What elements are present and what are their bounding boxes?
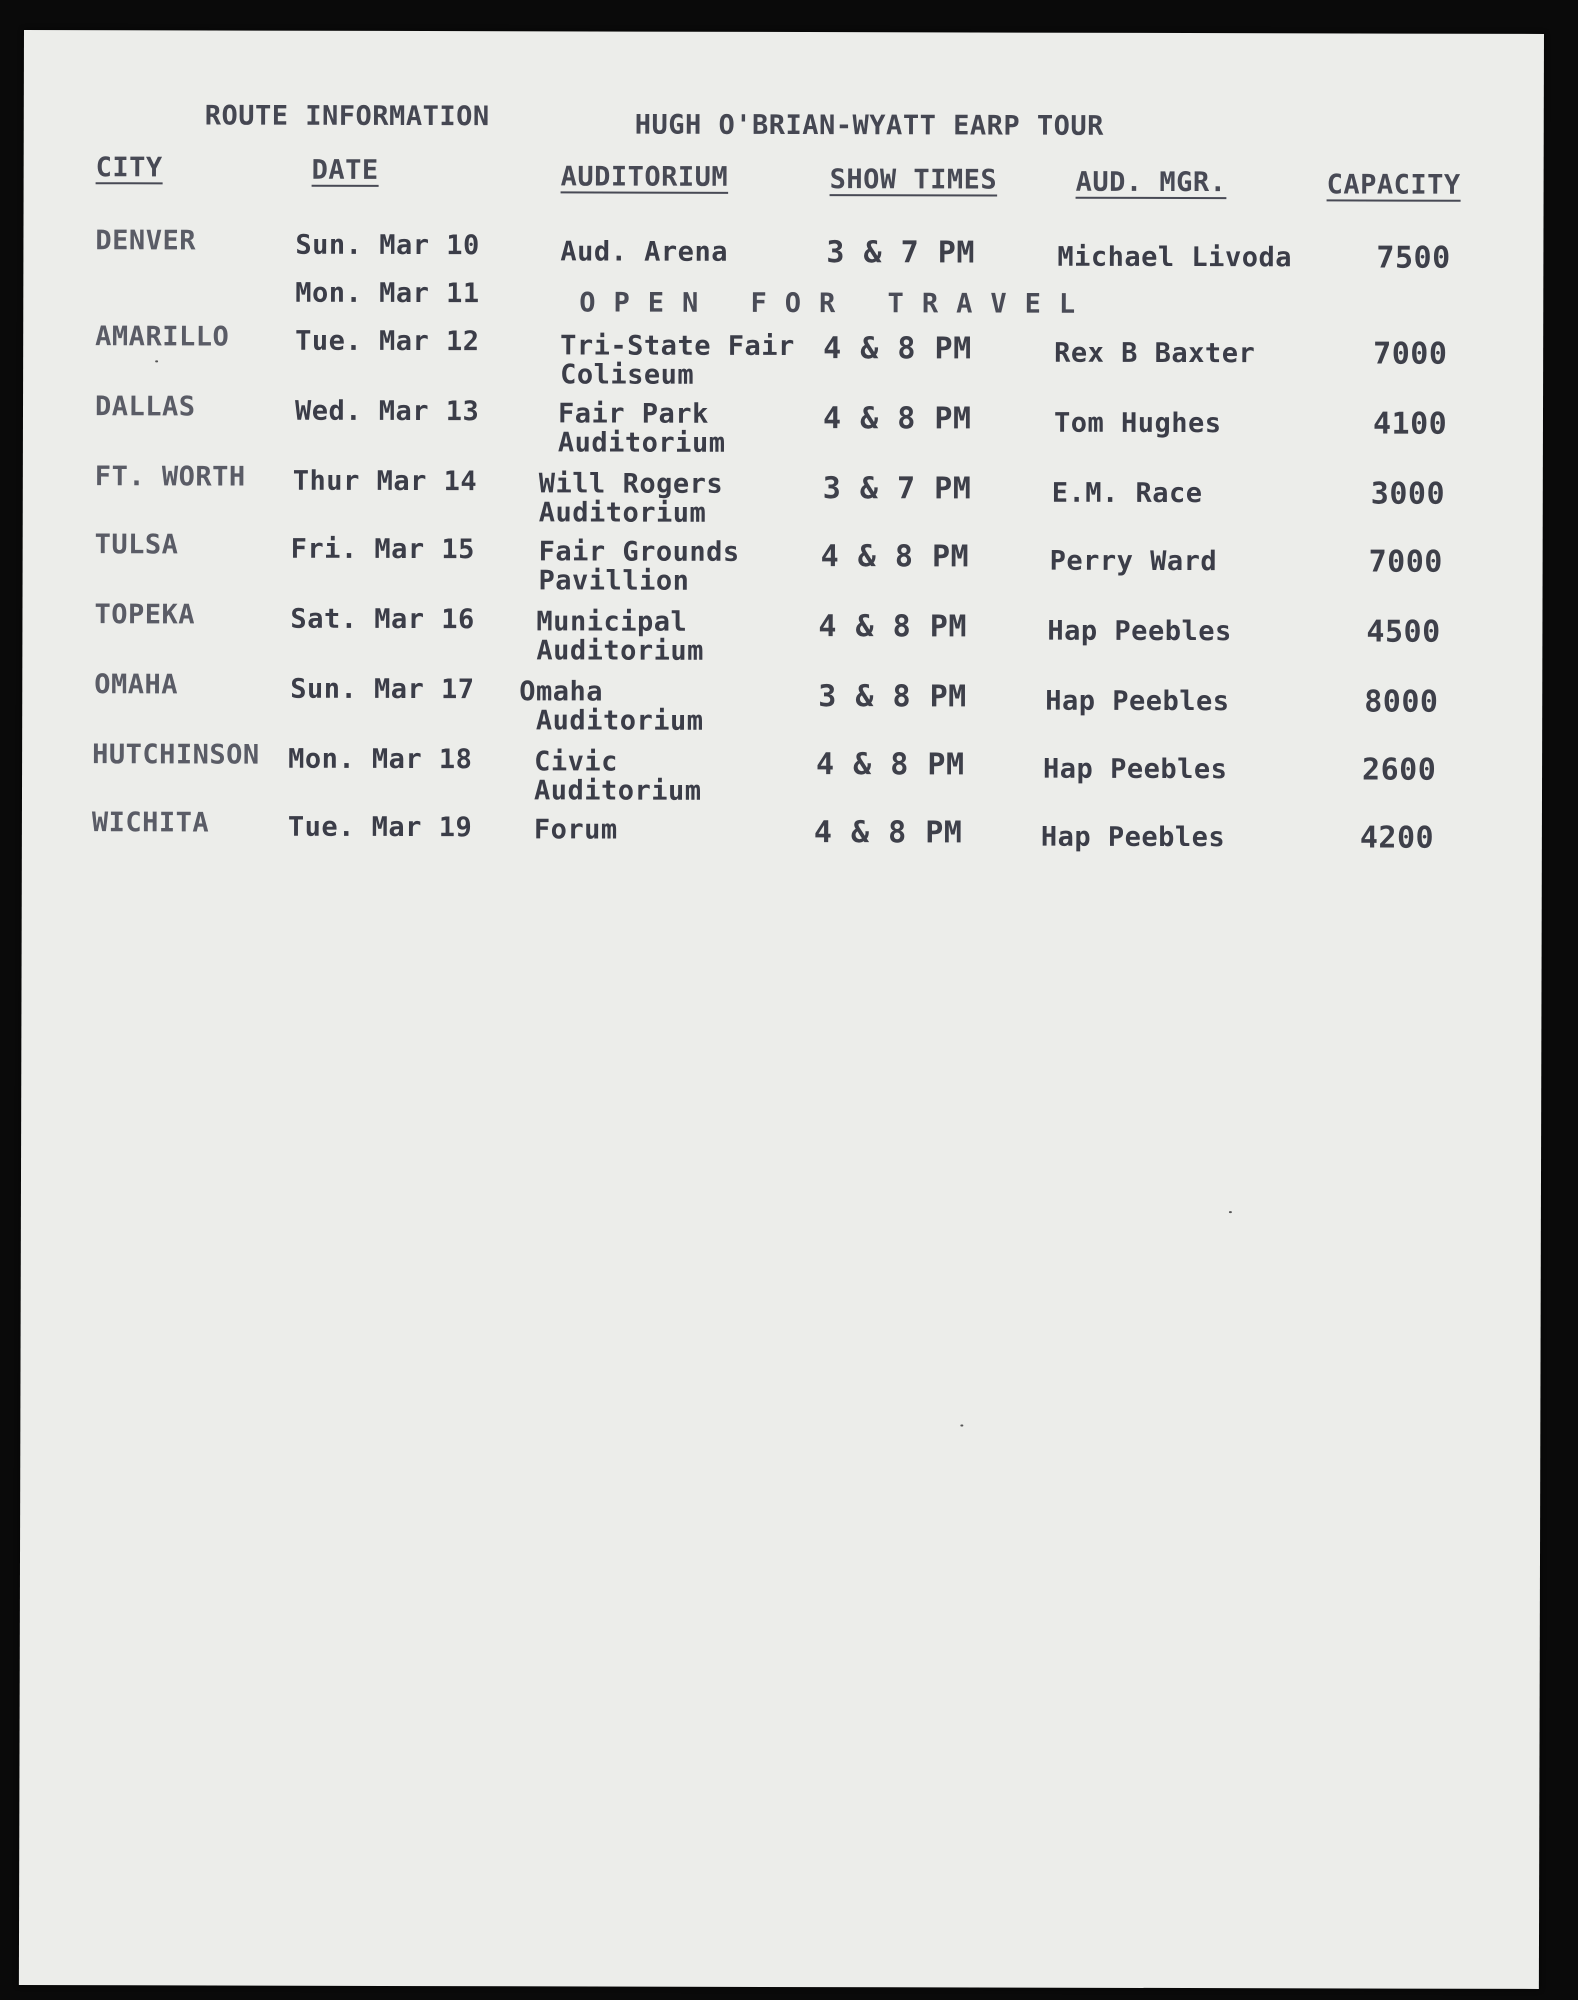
row-aud-mgr: Hap Peebles: [1045, 685, 1230, 718]
row-show-times: 4 & 8 PM: [822, 401, 972, 437]
column-show-times: SHOW TIMES: [829, 164, 998, 196]
row-auditorium: Tri-State Fair Coliseum: [560, 330, 795, 391]
row-capacity: 7000: [1373, 336, 1448, 372]
row-capacity: 2600: [1362, 752, 1437, 788]
row-aud-mgr: Tom Hughes: [1053, 407, 1222, 440]
row-date: Wed. Mar 13: [294, 395, 480, 428]
row-auditorium: Will Rogers Auditorium: [538, 468, 724, 529]
column-capacity: CAPACITY: [1326, 169, 1461, 201]
row-auditorium: Fair Grounds Pavillion: [538, 536, 740, 597]
row-city: WICHITA: [91, 807, 210, 839]
row-show-times: 4 & 8 PM: [816, 747, 965, 783]
row-capacity: 7000: [1368, 544, 1443, 580]
row-aud-mgr: Perry Ward: [1049, 545, 1218, 578]
header-route-information: ROUTE INFORMATION: [204, 100, 490, 133]
row-aud-mgr: E.M. Race: [1051, 477, 1203, 510]
row-show-times: 4 & 8 PM: [820, 539, 970, 575]
paper-speck: [155, 360, 158, 362]
row-aud-mgr: Hap Peebles: [1043, 753, 1228, 786]
row-capacity: 8000: [1364, 684, 1439, 720]
row-date: Sat. Mar 16: [290, 603, 475, 636]
row-capacity: 4100: [1372, 406, 1448, 442]
row-aud-mgr: Rex B Baxter: [1054, 337, 1256, 370]
row-aud-mgr: Hap Peebles: [1040, 821, 1226, 854]
column-date: DATE: [311, 154, 379, 186]
row-city: TOPEKA: [94, 599, 196, 631]
row-show-times: 3 & 8 PM: [818, 679, 967, 715]
row-capacity: 4200: [1359, 820, 1435, 856]
row-city: TULSA: [94, 529, 179, 561]
row-show-times: 4 & 8 PM: [818, 609, 967, 645]
row-date: Fri. Mar 15: [290, 533, 475, 566]
row-aud-mgr: Hap Peebles: [1047, 615, 1232, 648]
row-auditorium: Aud. Arena: [560, 236, 729, 268]
column-city: CITY: [95, 152, 163, 184]
paper-speck: [1229, 1211, 1232, 1213]
row-city: HUTCHINSON: [92, 739, 260, 771]
row-capacity: 3000: [1370, 476, 1446, 512]
row-city: FT. WORTH: [94, 461, 246, 493]
row-date: Tue. Mar 12: [295, 325, 480, 358]
column-auditorium: AUDITORIUM: [560, 161, 729, 193]
row-show-times: 4 & 8 PM: [823, 331, 972, 367]
header-tour-title: HUGH O'BRIAN-WYATT EARP TOUR: [634, 109, 1104, 142]
row-capacity: 4500: [1366, 614, 1441, 650]
row-auditorium: Municipal Auditorium: [536, 606, 704, 667]
row-auditorium: Civic Auditorium: [533, 746, 702, 807]
row-capacity: 7500: [1376, 240, 1451, 276]
row-date: Mon. Mar 11: [295, 277, 480, 310]
row-show-times: 4 & 8 PM: [813, 815, 963, 851]
row-date: Mon. Mar 18: [288, 743, 473, 776]
row-date: Tue. Mar 19: [287, 811, 473, 844]
row-aud-mgr: Michael Livoda: [1057, 241, 1293, 274]
row-auditorium: Omaha Auditorium: [519, 676, 704, 737]
row-auditorium: Forum: [533, 814, 618, 846]
row-city: DENVER: [95, 225, 197, 257]
row-city: AMARILLO: [95, 321, 230, 353]
open-for-travel-note: OPEN FOR TRAVEL: [579, 287, 1094, 320]
row-show-times: 3 & 7 PM: [826, 235, 975, 271]
row-city: DALLAS: [94, 391, 196, 423]
document-page: [19, 30, 1544, 1989]
row-date: Sun. Mar 10: [295, 229, 480, 262]
column-aud-mgr: AUD. MGR.: [1075, 166, 1227, 199]
paper-speck: [960, 1424, 963, 1426]
row-city: OMAHA: [94, 669, 179, 701]
row-auditorium: Fair Park Auditorium: [557, 398, 726, 459]
row-date: Sun. Mar 17: [290, 673, 475, 706]
row-date: Thur Mar 14: [292, 465, 478, 498]
row-show-times: 3 & 7 PM: [822, 471, 972, 507]
